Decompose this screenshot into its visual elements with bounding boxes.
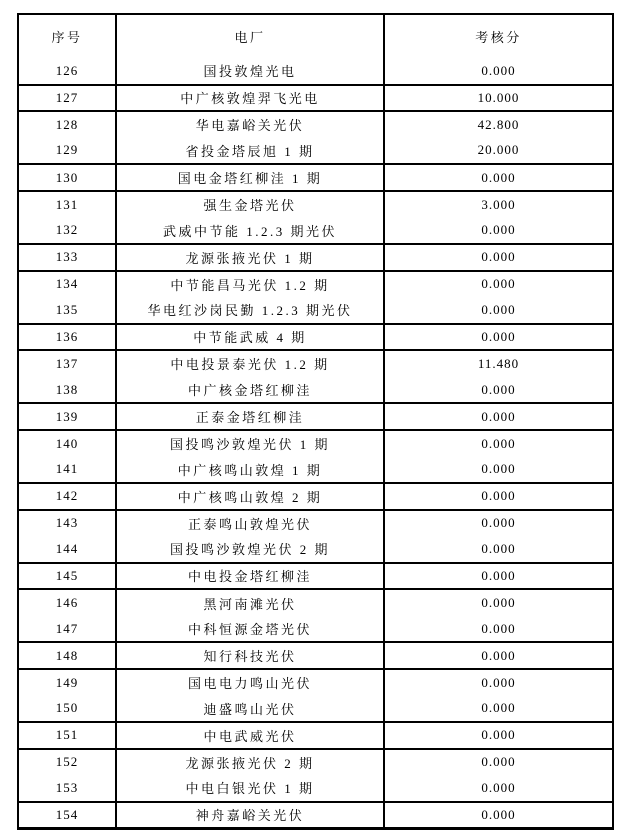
serial-cell: 149: [18, 669, 116, 696]
plant-cell: 强生金塔光伏: [116, 191, 384, 218]
serial-cell: 135: [55, 301, 79, 317]
plant-cell: 中电武威光伏: [116, 722, 384, 749]
score-cell: 0.000: [384, 164, 613, 191]
plant-cell: 国电电力鸣山光伏: [116, 669, 384, 696]
serial-cell: 140: [18, 430, 116, 457]
score-cell: 0.000: [384, 58, 613, 85]
column-header-score: 考核分: [384, 14, 613, 58]
serial-cell: 141: [55, 461, 79, 477]
score-cell: 0.000: [384, 456, 613, 483]
table-header-row: [18, 14, 613, 58]
serial-cell: 151: [18, 722, 116, 749]
plant-cell: 中电白银光伏 1 期: [116, 775, 384, 802]
score-cell: 0.000: [384, 536, 613, 563]
table-row: [18, 377, 613, 404]
table-row: [18, 536, 613, 563]
serial-cell: 145: [18, 563, 116, 590]
plant-cell: 中节能武威 4 期: [116, 324, 384, 351]
table-row: [18, 164, 613, 191]
plant-cell: 龙源张掖光伏 2 期: [116, 749, 384, 776]
plant-cell: 中电投金塔红柳洼: [116, 563, 384, 590]
serial-cell: 153: [55, 779, 79, 795]
serial-cell: 139: [18, 403, 116, 430]
score-cell: 42.800: [384, 111, 613, 138]
serial-cell: 143: [18, 510, 116, 537]
table-row: [18, 722, 613, 749]
serial-cell: 152: [18, 749, 116, 776]
score-cell: 0.000: [384, 510, 613, 537]
table-row: [18, 775, 613, 802]
plant-cell: 中广核敦煌羿飞光电: [116, 85, 384, 112]
serial-cell: 154: [18, 802, 116, 829]
plant-cell: 神舟嘉峪关光伏: [116, 802, 384, 829]
table-row: [18, 138, 613, 165]
serial-cell: 134: [18, 271, 116, 298]
serial-cell: 130: [18, 164, 116, 191]
table-row: [18, 510, 613, 537]
plant-cell: 中节能昌马光伏 1.2 期: [116, 271, 384, 298]
table-row: [18, 217, 613, 244]
serial-cell: 148: [18, 642, 116, 669]
plant-cell: 省投金塔辰旭 1 期: [116, 138, 384, 165]
table-row: [18, 324, 613, 351]
table-row: [18, 191, 613, 218]
column-header-serial: 序号: [51, 30, 83, 45]
table-row: [18, 483, 613, 510]
plant-cell: 武威中节能 1.2.3 期光伏: [116, 217, 384, 244]
serial-cell: 137: [18, 350, 116, 377]
table-row: [18, 563, 613, 590]
score-cell: 3.000: [384, 191, 613, 218]
table-row: [18, 297, 613, 324]
table-row: [18, 271, 613, 298]
serial-cell: 138: [55, 381, 79, 397]
table-row: [18, 669, 613, 696]
score-cell: 0.000: [384, 297, 613, 324]
score-cell: 0.000: [384, 642, 613, 669]
plant-cell: 正泰金塔红柳洼: [116, 403, 384, 430]
score-cell: 0.000: [384, 483, 613, 510]
score-cell: 10.000: [384, 85, 613, 112]
table-row: [18, 58, 613, 85]
score-cell: 0.000: [384, 802, 613, 829]
score-cell: 0.000: [384, 377, 613, 404]
plant-cell: 中广核鸣山敦煌 2 期: [116, 483, 384, 510]
score-cell: 0.000: [384, 271, 613, 298]
plant-cell: 国投鸣沙敦煌光伏 2 期: [116, 536, 384, 563]
score-cell: 0.000: [384, 775, 613, 802]
plant-cell: 黑河南滩光伏: [116, 589, 384, 616]
table-row: [18, 244, 613, 271]
score-cell: 0.000: [384, 244, 613, 271]
score-cell: 0.000: [384, 563, 613, 590]
plant-cell: 国电金塔红柳洼 1 期: [116, 164, 384, 191]
table-row: [18, 696, 613, 723]
plant-cell: 华电红沙岗民勤 1.2.3 期光伏: [116, 297, 384, 324]
serial-cell: 147: [55, 620, 79, 636]
score-cell: 0.000: [384, 722, 613, 749]
serial-cell: 132: [55, 222, 79, 238]
table-row: [18, 456, 613, 483]
plant-cell: 中科恒源金塔光伏: [116, 616, 384, 643]
score-cell: 0.000: [384, 403, 613, 430]
table-row: [18, 749, 613, 776]
plant-cell: 中电投景泰光伏 1.2 期: [116, 350, 384, 377]
score-cell: 20.000: [384, 138, 613, 165]
table-row: [18, 85, 613, 112]
table-row: [18, 589, 613, 616]
score-cell: 0.000: [384, 749, 613, 776]
plant-cell: 迪盛鸣山光伏: [116, 696, 384, 723]
table-row: [18, 111, 613, 138]
plant-cell: 龙源张掖光伏 1 期: [116, 244, 384, 271]
score-cell: 0.000: [384, 616, 613, 643]
table-body: [18, 58, 613, 829]
serial-cell: 126: [55, 62, 79, 78]
table-row: [18, 802, 613, 829]
table-row: [18, 616, 613, 643]
column-header-plant: 电厂: [116, 14, 384, 58]
serial-cell: 133: [18, 244, 116, 271]
table-row: [18, 430, 613, 457]
score-cell: 0.000: [384, 696, 613, 723]
plant-cell: 国投敦煌光电: [116, 58, 384, 85]
plant-cell: 国投鸣沙敦煌光伏 1 期: [116, 430, 384, 457]
assessment-score-table: [17, 13, 614, 830]
plant-cell: 正泰鸣山敦煌光伏: [116, 510, 384, 537]
score-cell: 0.000: [384, 324, 613, 351]
serial-cell: 129: [55, 142, 79, 158]
score-cell: 0.000: [384, 669, 613, 696]
plant-cell: 中广核鸣山敦煌 1 期: [116, 456, 384, 483]
serial-cell: 136: [18, 324, 116, 351]
score-cell: 0.000: [384, 217, 613, 244]
table-row: [18, 642, 613, 669]
score-cell: 0.000: [384, 589, 613, 616]
plant-cell: 华电嘉峪关光伏: [116, 111, 384, 138]
serial-cell: 150: [55, 700, 79, 716]
plant-cell: 中广核金塔红柳洼: [116, 377, 384, 404]
table-row: [18, 350, 613, 377]
serial-cell: 128: [18, 111, 116, 138]
serial-cell: 131: [18, 191, 116, 218]
plant-cell: 知行科技光伏: [116, 642, 384, 669]
score-cell: 11.480: [384, 350, 613, 377]
serial-cell: 142: [18, 483, 116, 510]
serial-cell: 144: [55, 540, 79, 556]
serial-cell: 127: [18, 85, 116, 112]
score-cell: 0.000: [384, 430, 613, 457]
serial-cell: 146: [18, 589, 116, 616]
table-row: [18, 403, 613, 430]
